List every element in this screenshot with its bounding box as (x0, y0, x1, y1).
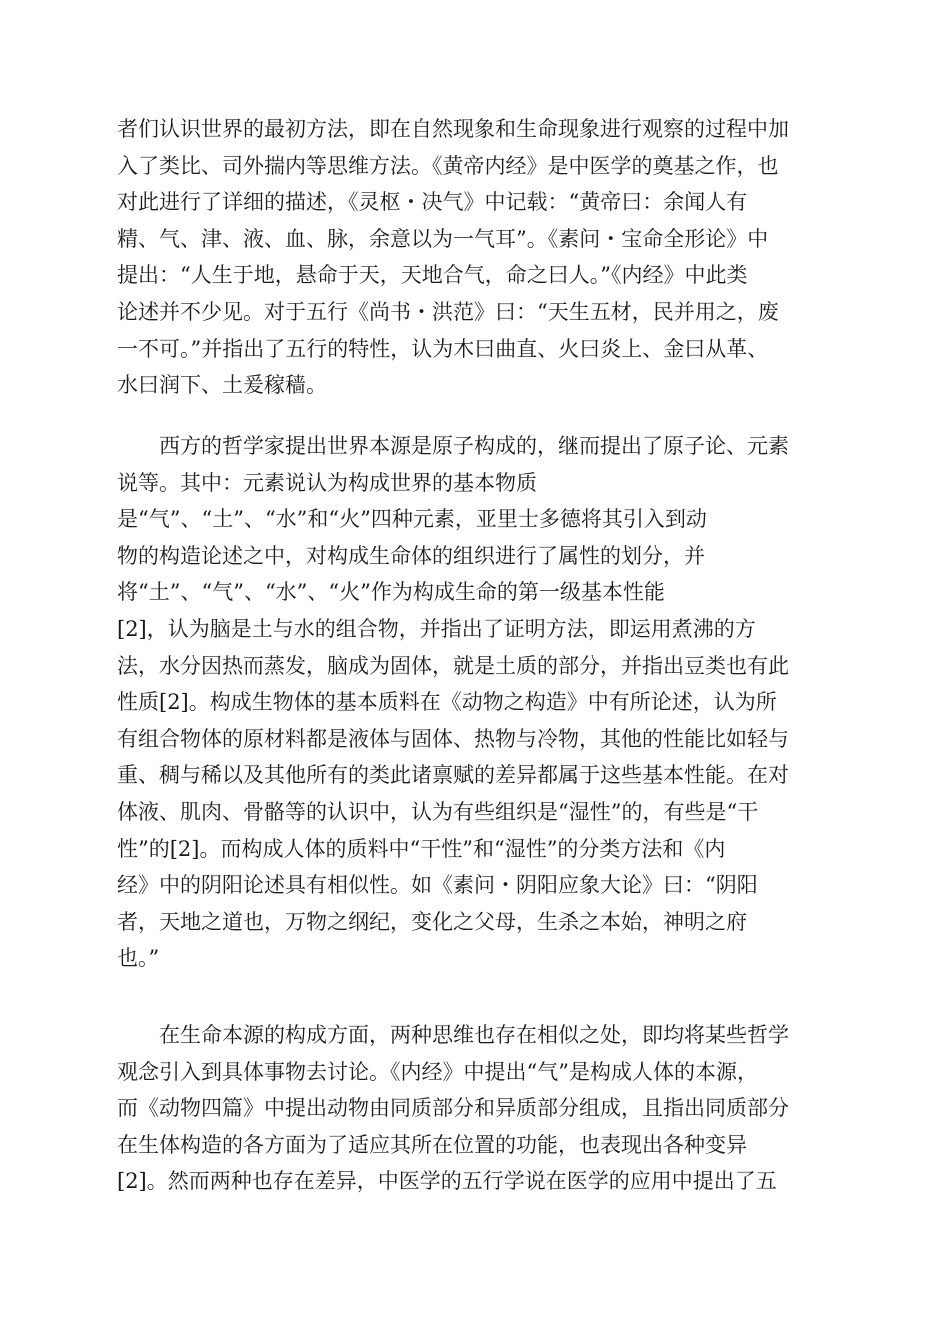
text-line: 是“气”、“土”、“水”和“火”四种元素，亚里士多德将其引入到动 (117, 507, 707, 532)
text-line: 论述并不少见。对于五行《尚书・洪范》曰：“天生五材，民并用之，废 (117, 299, 779, 324)
text-line: [2]，认为脑是土与水的组合物，并指出了证明方法，即运用煮沸的方 (117, 616, 756, 641)
text-line: 经》中的阴阳论述具有相似性。如《素问・阴阳应象大论》曰：“阴阳 (117, 873, 758, 898)
text-line: 一不可。”并指出了五行的特性，认为木曰曲直、火曰炎上、金曰从革、 (117, 336, 769, 361)
text-line: 物的构造论述之中，对构成生命体的组织进行了属性的划分，并 (117, 543, 705, 568)
text-line: 对此进行了详细的描述，《灵枢・决气》中记载：“黄帝曰：余闻人有 (117, 190, 748, 215)
text-line: 法，水分因热而蒸发，脑成为固体，就是土质的部分，并指出豆类也有此 (117, 653, 789, 678)
paragraph-western-elements (117, 428, 837, 977)
text-line: 有组合物体的原材料都是液体与固体、热物与冷物，其他的性能比如轻与 (117, 726, 789, 751)
text-line: 性”的[2]。而构成人体的质料中“干性”和“湿性”的分类方法和《内 (117, 836, 726, 861)
text-line: 将“土”、“气”、“水”、“火”作为构成生命的第一级基本性能 (117, 580, 665, 605)
text-line: 者们认识世界的最初方法，即在自然现象和生命现象进行观察的过程中加 (117, 117, 789, 141)
text-line: 性质[2]。构成生物体的基本质料在《动物之构造》中有所论述，认为所 (117, 690, 777, 715)
text-line: 在生命本源的构成方面，两种思维也存在相似之处，即均将某些哲学 (159, 1023, 789, 1047)
text-line: 提出：“人生于地，悬命于天，天地合气，命之曰人。”《内经》中此类 (117, 263, 748, 288)
text-line: 说等。其中：元素说认为构成世界的基本物质 (117, 470, 537, 495)
text-line: 重、稠与稀以及其他所有的类此诸禀赋的差异都属于这些基本性能。在对 (117, 763, 789, 788)
text-line: 观念引入到具体事物去讨论。《内经》中提出“气”是构成人体的本源， (117, 1059, 758, 1084)
paragraph-five-phases (117, 111, 837, 404)
text-line: 精、气、津、液、血、脉，余意以为一气耳”。《素问・宝命全形论》中 (117, 226, 769, 251)
text-line: 水曰润下、土爰稼穑。 (117, 373, 327, 398)
text-line: [2]。然而两种也存在差异，中医学的五行学说在医学的应用中提出了五 (117, 1169, 777, 1194)
text-line: 体液、肌肉、骨骼等的认识中，认为有些组织是“湿性”的，有些是“干 (117, 799, 759, 824)
text-line: 西方的哲学家提出世界本源是原子构成的，继而提出了原子论、元素 (159, 434, 789, 458)
text-line: 入了类比、司外揣内等思维方法。《黄帝内经》是中医学的奠基之作，也 (117, 153, 779, 178)
paragraph-life-origin (117, 1017, 837, 1200)
text-line: 也。” (117, 946, 160, 971)
text-line: 在生体构造的各方面为了适应其所在位置的功能，也表现出各种变异 (117, 1132, 747, 1157)
text-line: 者，天地之道也，万物之纲纪，变化之父母，生杀之本始，神明之府 (117, 909, 747, 934)
text-line: 而《动物四篇》中提出动物由同质部分和异质部分组成，且指出同质部分 (117, 1096, 789, 1121)
